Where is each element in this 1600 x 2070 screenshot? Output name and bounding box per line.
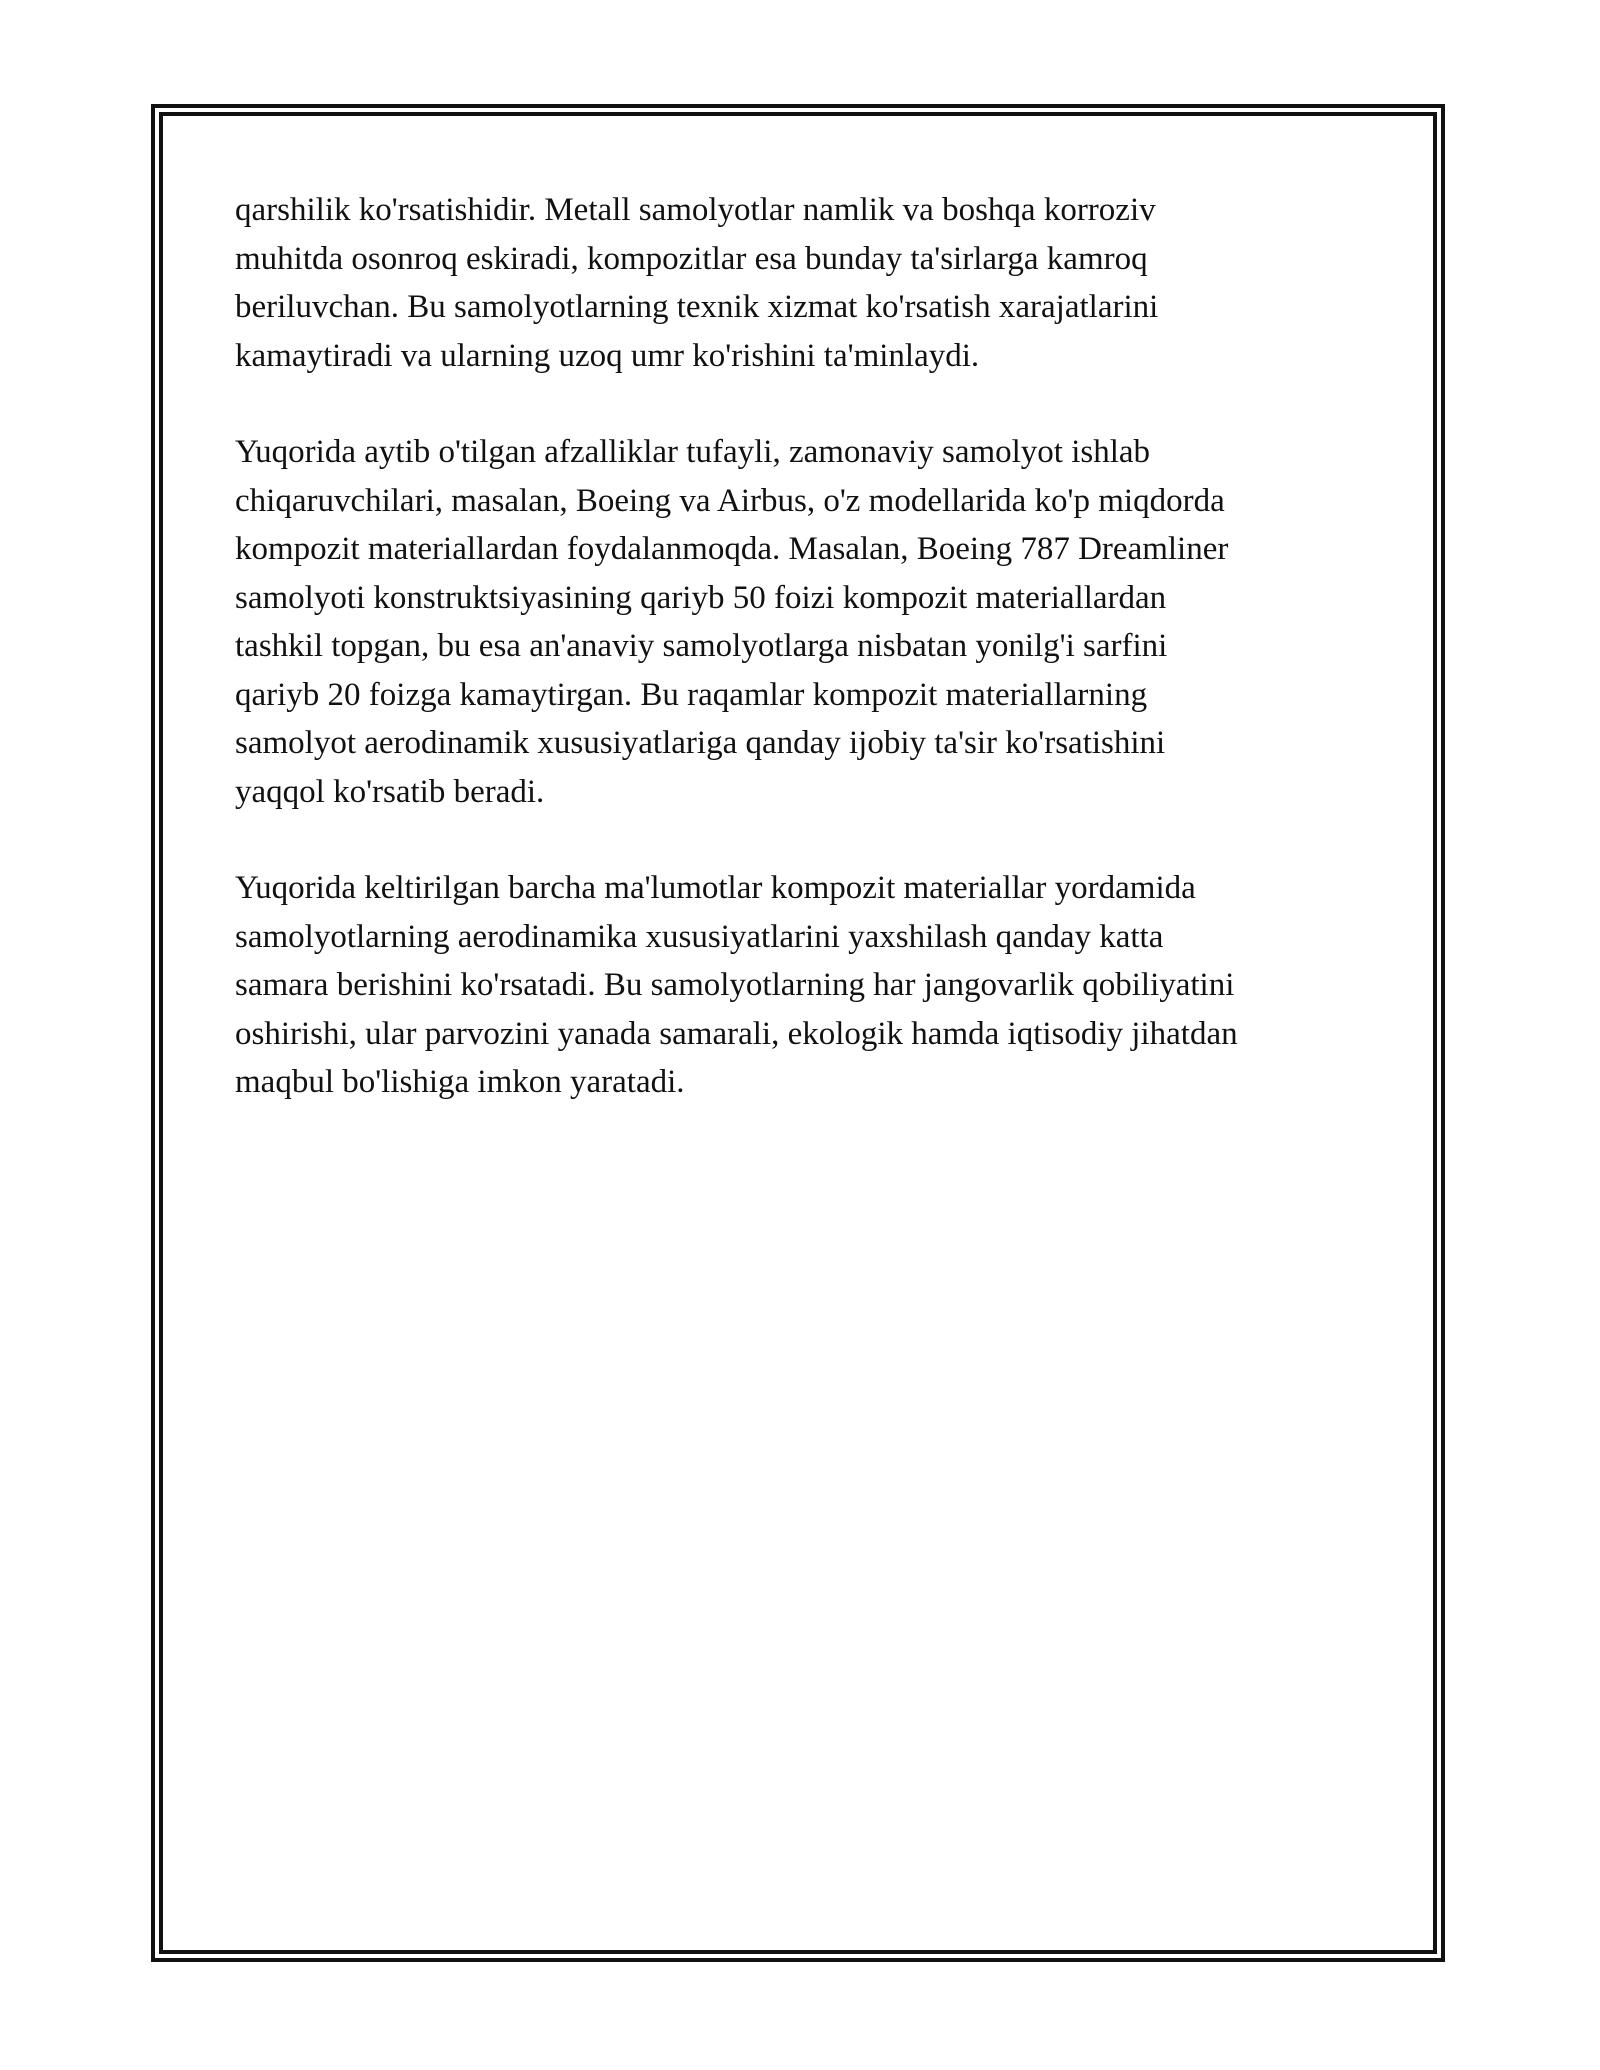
paragraph-conclusion: Yuqorida keltirilgan barcha ma'lumotlar kompozit materiallar yordamida samolyotlarning aerodinamika xususiyatlarini yaxshilash qanday katta samara berishini ko'rsatadi. Bu samolyotlarning har jangovarlik qobiliyatini oshirishi, ular parvozini yanada samarali, ekologik hamda iqtisodiy jihatdan maqbul bo'lishiga imkon yaratadi. bbox=[235, 870, 1238, 1100]
paragraph-corrosion-resistance: qarshilik ko'rsatishidir. Metall samolyotlar namlik va boshqa korroziv muhitda osonroq eskiradi, kompozitlar esa bunday ta'sirlarga kamroq beriluvchan. Bu samolyotlarning texnik xizmat ko'rsatish xarajatlarini kamaytiradi va ularning uzoq umr ko'rishini ta'minlaydi. bbox=[235, 192, 1159, 374]
document-body bbox=[235, 186, 1355, 1155]
paragraph-manufacturers: Yuqorida aytib o'tilgan afzalliklar tufayli, zamonaviy samolyot ishlab chiqaruvchilari, masalan, Boeing va Airbus, o'z modellarida ko'p miqdorda kompozit materiallardan foydalanmoqda. Masalan, Boeing 787 Dreamliner samolyoti konstruktsiyasining qariyb 50 foizi kompozit materiallardan tashkil topgan, bu esa an'anaviy samolyotlarga nisbatan yonilg'i sarfini qariyb 20 foizga kamaytirgan. Bu raqamlar kompozit materiallarning samolyot aerodinamik xususiyatlariga qanday ijobiy ta'sir ko'rsatishini yaqqol ko'rsatib beradi. bbox=[235, 434, 1229, 810]
